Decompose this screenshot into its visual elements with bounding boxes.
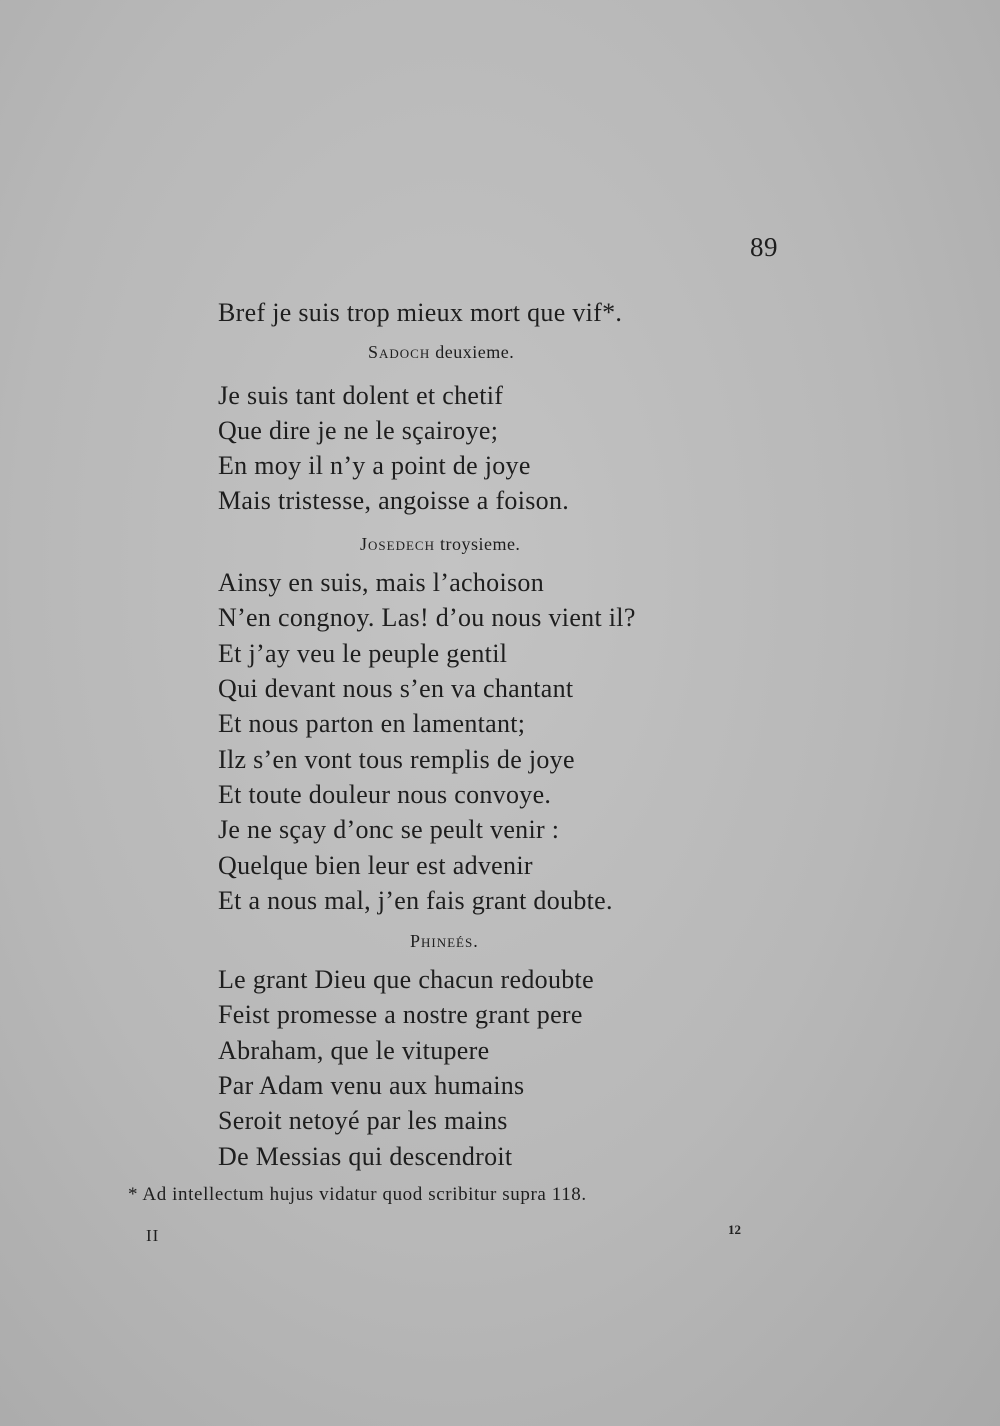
verse-line: Je ne sçay d’onc se peult venir :: [218, 815, 560, 844]
verse-line: Bref je suis trop mieux mort que vif*.: [218, 298, 623, 327]
verse-line: Et j’ay veu le peuple gentil: [218, 639, 508, 668]
verse-line: Seroit netoyé par les mains: [218, 1106, 508, 1135]
verse-line: Et a nous mal, j’en fais grant doubte.: [218, 886, 613, 915]
footnote: * Ad intellectum hujus vidatur quod scribitur supra 118.: [128, 1184, 587, 1205]
speaker-name: Sadoch: [368, 342, 431, 362]
speaker-name: Phineés.: [410, 931, 479, 951]
verse-line: Par Adam venu aux humains: [218, 1071, 525, 1100]
signature-mark-right: 12: [728, 1222, 741, 1237]
page-number: 89: [750, 232, 778, 262]
verse-line: Le grant Dieu que chacun redoubte: [218, 965, 594, 994]
verse-line: Et toute douleur nous convoye.: [218, 780, 552, 809]
verse-line: Et nous parton en lamentant;: [218, 709, 526, 738]
verse-line: De Messias qui descendroit: [218, 1142, 513, 1171]
signature-mark-left: II: [146, 1226, 160, 1245]
verse-line: Que dire je ne le sçairoye;: [218, 416, 499, 445]
verse-line: Qui devant nous s’en va chantant: [218, 674, 574, 703]
verse-line: Feist promesse a nostre grant pere: [218, 1000, 583, 1029]
verse-line: Mais tristesse, angoisse a foison.: [218, 486, 570, 515]
speaker-heading: [360, 534, 520, 555]
verse-line: Abraham, que le vitupere: [218, 1036, 490, 1065]
verse-line: Quelque bien leur est advenir: [218, 851, 533, 880]
speaker-heading: [410, 931, 479, 952]
speaker-name: Josedech: [360, 534, 435, 554]
verse-line: N’en congnoy. Las! d’ou nous vient il?: [218, 603, 636, 632]
speaker-rank: deuxieme.: [430, 342, 515, 362]
verse-line: Ilz s’en vont tous remplis de joye: [218, 745, 575, 774]
speaker-rank: troysieme.: [434, 534, 521, 554]
verse-line: Je suis tant dolent et chetif: [218, 381, 504, 410]
verse-line: En moy il n’y a point de joye: [218, 451, 531, 480]
speaker-heading: [368, 342, 514, 363]
verse-line: Ainsy en suis, mais l’achoison: [218, 568, 545, 597]
